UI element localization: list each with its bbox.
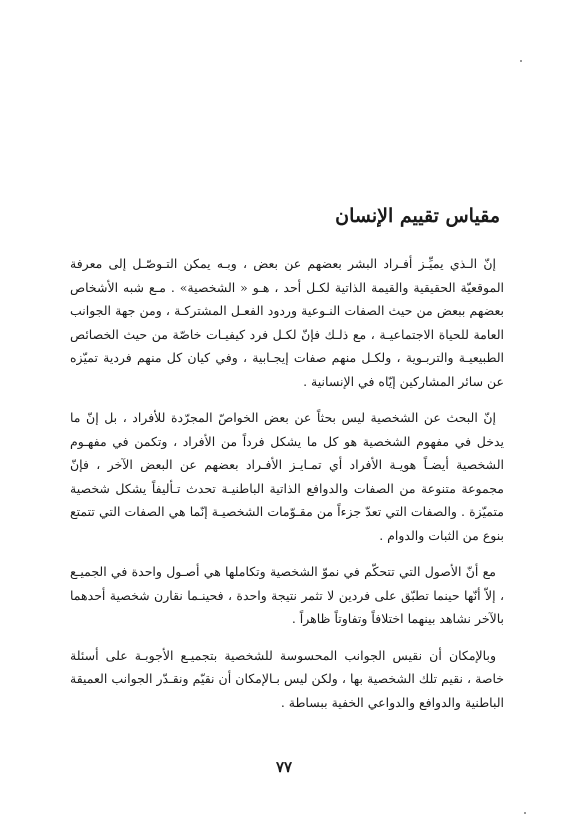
section-heading: مقياس تقييم الإنسان [335, 205, 500, 227]
paragraph: إنّ البحث عن الشخصية ليس بحثاً عن بعض الخواصّ المجرّدة للأفراد ، بل إنّ ما يدخل في مفهوم الشخصية هو كل ما يشكل فرداً من الأفراد ، وتكمن في مفهـوم الشخصية أيضـاً هويـة الأفراد أي تمـايـز الأفـراد بعضهم عن البعض الآخر ، فإنّ مجموعة متنوعة من الصفات والدوافع الذاتية الباطنيـة تحدث تـأليفاً يشكل شخصية متميّزة . والصفات التي تعدّ جزءاً من مقـوّمات الشخصيـة إنّما هي الصفات التي تتمتع بنوع من الثبات والدوام . [70, 410, 504, 543]
scan-speck [524, 812, 526, 814]
body-text [70, 252, 504, 714]
paragraph: وبالإمكان أن نقيس الجوانب المحسوسة للشخصية بتجميـع الأجوبـة على أسئلة خاصة ، نقيم تلك الشخصية بها ، ولكن ليس بـالإمكان أن نقيّم ونقـدّر الجوانب العميقة الباطنية والدوافع والدواعي الخفية ببساطة . [70, 647, 504, 710]
scan-speck [520, 60, 522, 62]
paragraph: مع أنّ الأصول التي تتحكّم في نموّ الشخصية وتكاملها هي أصـول واحدة في الجميـع ، إلاّ أنّها حينما تطبّق على فردين لا تثمر نتيجة واحدة ، فحينـما نقارن شخصية أحدهما بالآخر نشاهد بينهما اختلافاً وتفاوتاً ظاهراً . [70, 564, 504, 626]
paragraph: إنّ الـذي يميِّـز أفـراد البشر بعضهم عن بعض ، وبـه يمكن التـوصّـل إلى معرفة الموقعيّة الحقيقية والقيمة الذاتية لكـل أحد ، هـو « الشخصية» . مـع شبه الأشخاص بعضهم ببعض من حيث الصفات النـوعية وردود الفعـل المشتركـة ، ومن جهة الجوانب العامة للحياة الاجتماعيـة ، مع ذلـك فإنّ لكـل فرد كيفيـات خاصّة من حيث الخصائص الطبيعيـة والتربـوية ، ولكـل منهم صفات إيجـابية ، وفي كيان كل منهم فردية تميّزه عن سائر المشاركين إيّاه في الإنسانية . [70, 256, 504, 389]
page-number: ٧٧ [275, 758, 293, 776]
